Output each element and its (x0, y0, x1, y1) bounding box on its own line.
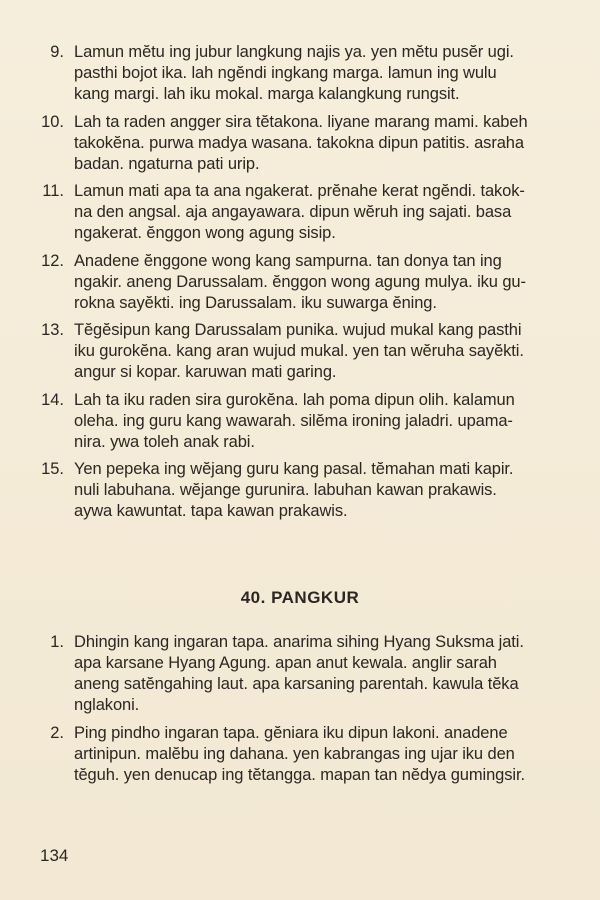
verse-line: Anadene ĕnggone wong kang sampurna. tan donya tan ing (74, 251, 502, 270)
verse-9 (36, 42, 576, 105)
verse-number: 1. (50, 633, 64, 651)
verse-list-top (36, 42, 576, 529)
verse-line: Tĕgĕsipun kang Darussalam punika. wujud mukal kang pasthi (74, 321, 522, 339)
page-number: 134 (40, 846, 69, 865)
verse-line: apa karsane Hyang Agung. apan anut kewala. anglir sarah (74, 654, 497, 672)
verse-line: nira. ywa toleh anak rabi. (74, 432, 255, 451)
verse-line: na den angsal. aja angayawara. dipun wĕruh ing sajati. basa (74, 203, 512, 221)
verse-10 (36, 112, 576, 175)
verse-number: 15. (41, 460, 64, 478)
verse-line: ngakir. aneng Darussalam. ĕnggon wong agung mulya. iku gu- (74, 272, 526, 291)
pangkur-verse-2 (36, 723, 576, 786)
verse-15 (36, 459, 576, 522)
verse-number: 11. (42, 182, 64, 200)
verse-13 (36, 320, 576, 383)
verse-line: Dhingin kang ingaran tapa. anarima sihing Hyang Suksma jati. (74, 633, 524, 651)
pangkur-verse-1 (36, 632, 576, 716)
verse-line: artinipun. malĕbu ing dahana. yen kabrangas ing ujar iku den (74, 744, 515, 763)
verse-line: nuli labuhana. wĕjange gurunira. labuhan kawan prakawis. (74, 481, 497, 499)
verse-14 (36, 390, 576, 453)
verse-line: iku gurokĕna. kang aran wujud mukal. yen tan wĕruha sayĕkti. (74, 342, 524, 360)
verse-line: angur si kopar. karuwan mati garing. (74, 363, 337, 381)
verse-number: 13. (41, 321, 64, 339)
verse-line: kang margi. lah iku mokal. marga kalangkung rungsit. (74, 85, 460, 103)
verse-line: aneng satĕngahing laut. apa karsaning parentah. kawula tĕka (74, 675, 519, 693)
verse-number: 2. (50, 723, 64, 742)
verse-line: badan. ngaturna pati urip. (74, 154, 260, 173)
verse-line: Lah ta iku raden sira gurokĕna. lah poma dipun olih. kalamun (74, 390, 515, 409)
verse-list-pangkur (36, 632, 576, 792)
verse-line: rokna sayĕkti. ing Darussalam. iku suwarga ĕning. (74, 293, 437, 312)
section-heading: 40. PANGKUR (240, 588, 360, 607)
verse-line: ngakerat. ĕnggon wong agung sisip. (74, 224, 336, 242)
verse-12 (36, 251, 576, 314)
verse-line: tĕguh. yen denucap ing tĕtangga. mapan tan nĕdya gumingsir. (74, 765, 525, 784)
verse-line: Lah ta raden angger sira tĕtakona. liyane marang mami. kabeh (74, 112, 528, 131)
verse-number: 9. (50, 43, 64, 61)
verse-line: Yen pepeka ing wĕjang guru kang pasal. tĕmahan mati kapir. (74, 460, 514, 478)
verse-line: nglakoni. (74, 696, 140, 714)
verse-number: 14. (41, 390, 64, 409)
verse-number: 12. (41, 251, 64, 270)
verse-line: pasthi bojot ika. lah ngĕndi ingkang marga. lamun ing wulu (74, 64, 497, 82)
verse-line: Lamun mĕtu ing jubur langkung najis ya. yen mĕtu pusĕr ugi. (74, 43, 514, 61)
verse-line: takokĕna. purwa madya wasana. takokna dipun patitis. asraha (74, 133, 524, 152)
verse-11 (36, 181, 576, 244)
verse-line: Lamun mati apa ta ana ngakerat. prĕnahe kerat ngĕndi. takok- (74, 182, 525, 200)
verse-line: aywa kawuntat. tapa kawan prakawis. (74, 502, 348, 520)
verse-line: Ping pindho ingaran tapa. gĕniara iku dipun lakoni. anadene (74, 723, 508, 742)
verse-line: oleha. ing guru kang wawarah. silĕma ironing jaladri. upama- (74, 411, 513, 430)
verse-number: 10. (41, 112, 64, 131)
